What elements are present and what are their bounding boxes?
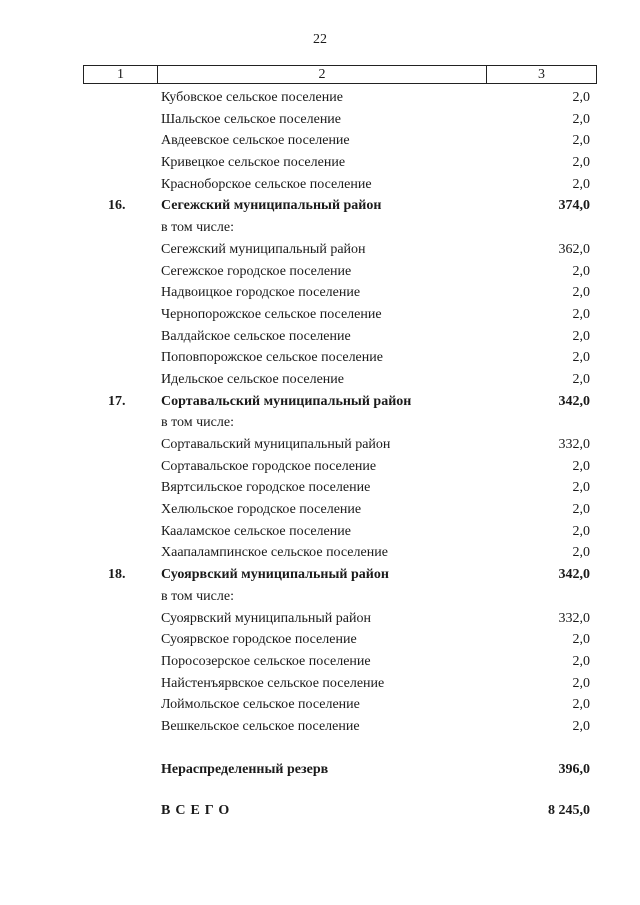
row-value: 2,0 [572,502,590,518]
row-value: 2,0 [572,111,590,127]
table-row [0,716,640,738]
district-row [0,564,640,586]
row-value: 2,0 [572,285,590,301]
table-row [0,499,640,521]
district-row [0,195,640,217]
row-name: Сортавальский муниципальный район [161,393,412,409]
row-name: Хаапалампинское сельское поселение [161,545,388,561]
row-name: Сегежский муниципальный район [161,198,382,214]
row-value: 2,0 [572,697,590,713]
row-name: Вяртсильское городское поселение [161,480,371,496]
row-number: 17. [108,393,126,409]
row-value: 2,0 [572,263,590,279]
row-value: 2,0 [572,675,590,691]
row-value: 2,0 [572,176,590,192]
row-value: 2,0 [572,90,590,105]
row-name: в том числе: [161,588,234,604]
table-row [0,109,640,131]
table-row [0,130,640,152]
row-name: Надвоицкое городское поселение [161,285,361,301]
row-value: 2,0 [572,350,590,366]
reserve-value: 396,0 [558,762,590,777]
header-col-1: 1 [84,66,158,83]
row-name: Суоярвское городское поселение [161,632,357,648]
row-name: Сегежское городское поселение [161,263,352,279]
table-row [0,174,640,196]
row-name: в том числе: [161,220,234,236]
header-col-2: 2 [158,66,487,83]
row-name: Авдеевское сельское поселение [161,133,350,149]
row-name: Суоярвский муниципальный район [161,610,371,626]
table-row [0,434,640,456]
row-value: 332,0 [558,610,590,626]
table-row [0,608,640,630]
table-row [0,586,640,608]
row-name: Красноборское сельское поселение [161,176,372,192]
table-body [0,87,640,738]
table-row [0,477,640,499]
row-value: 2,0 [572,306,590,322]
total-row [0,801,640,821]
row-value: 2,0 [572,371,590,387]
row-name: Сегежский муниципальный район [161,241,366,257]
table-row [0,326,640,348]
row-value: 362,0 [558,241,590,257]
table-row [0,304,640,326]
table-row [0,217,640,239]
row-number: 16. [108,198,126,214]
row-value: 2,0 [572,155,590,171]
table-row [0,152,640,174]
table-row [0,412,640,434]
row-value: 2,0 [572,133,590,149]
row-name: Кривецкое сельское поселение [161,155,346,171]
row-name: Суоярвский муниципальный район [161,567,389,583]
row-name: Сортавальское городское поселение [161,458,377,474]
row-number: 18. [108,567,126,583]
table-row [0,456,640,478]
table-row [0,87,640,109]
reserve-label: Нераспределенный резерв [161,762,329,777]
row-name: Найстенъярвское сельское поселение [161,675,385,691]
total-value: 8 245,0 [548,803,590,818]
row-value: 2,0 [572,458,590,474]
row-value: 2,0 [572,653,590,669]
table-row [0,347,640,369]
table-row [0,542,640,564]
row-value: 332,0 [558,437,590,452]
row-value: 2,0 [572,545,590,561]
row-name: в том числе: [161,415,234,431]
row-name: Кааламское сельское поселение [161,523,351,539]
table-row [0,673,640,695]
page-number: 22 [313,32,327,47]
table-row [0,521,640,543]
row-value: 374,0 [558,198,590,214]
header-col-3: 3 [538,66,545,82]
table-row [0,239,640,261]
table-header [83,65,597,84]
total-label: ВСЕГО [161,803,235,818]
table-row [0,261,640,283]
row-name: Сортавальский муниципальный район [161,437,391,452]
row-value: 2,0 [572,718,590,734]
row-value: 342,0 [558,567,590,583]
row-name: Поповпорожское сельское поселение [161,350,383,366]
row-value: 2,0 [572,523,590,539]
district-row [0,391,640,413]
row-name: Шальское сельское поселение [161,111,342,127]
row-value: 2,0 [572,328,590,344]
row-value: 2,0 [572,480,590,496]
table-row [0,282,640,304]
table-row [0,694,640,716]
row-name: Поросозерское сельское поселение [161,653,371,669]
table-row [0,651,640,673]
row-value: 342,0 [558,393,590,409]
row-name: Чернопорожское сельское поселение [161,306,382,322]
row-name: Кубовское сельское поселение [161,90,343,105]
row-name: Валдайское сельское поселение [161,328,351,344]
row-value: 2,0 [572,632,590,648]
row-name: Вешкельское сельское поселение [161,718,360,734]
row-name: Лоймольское сельское поселение [161,697,360,713]
table-row [0,629,640,651]
table-row [0,369,640,391]
row-name: Идельское сельское поселение [161,371,345,387]
reserve-row [0,760,640,780]
row-name: Хелюльское городское поселение [161,502,362,518]
